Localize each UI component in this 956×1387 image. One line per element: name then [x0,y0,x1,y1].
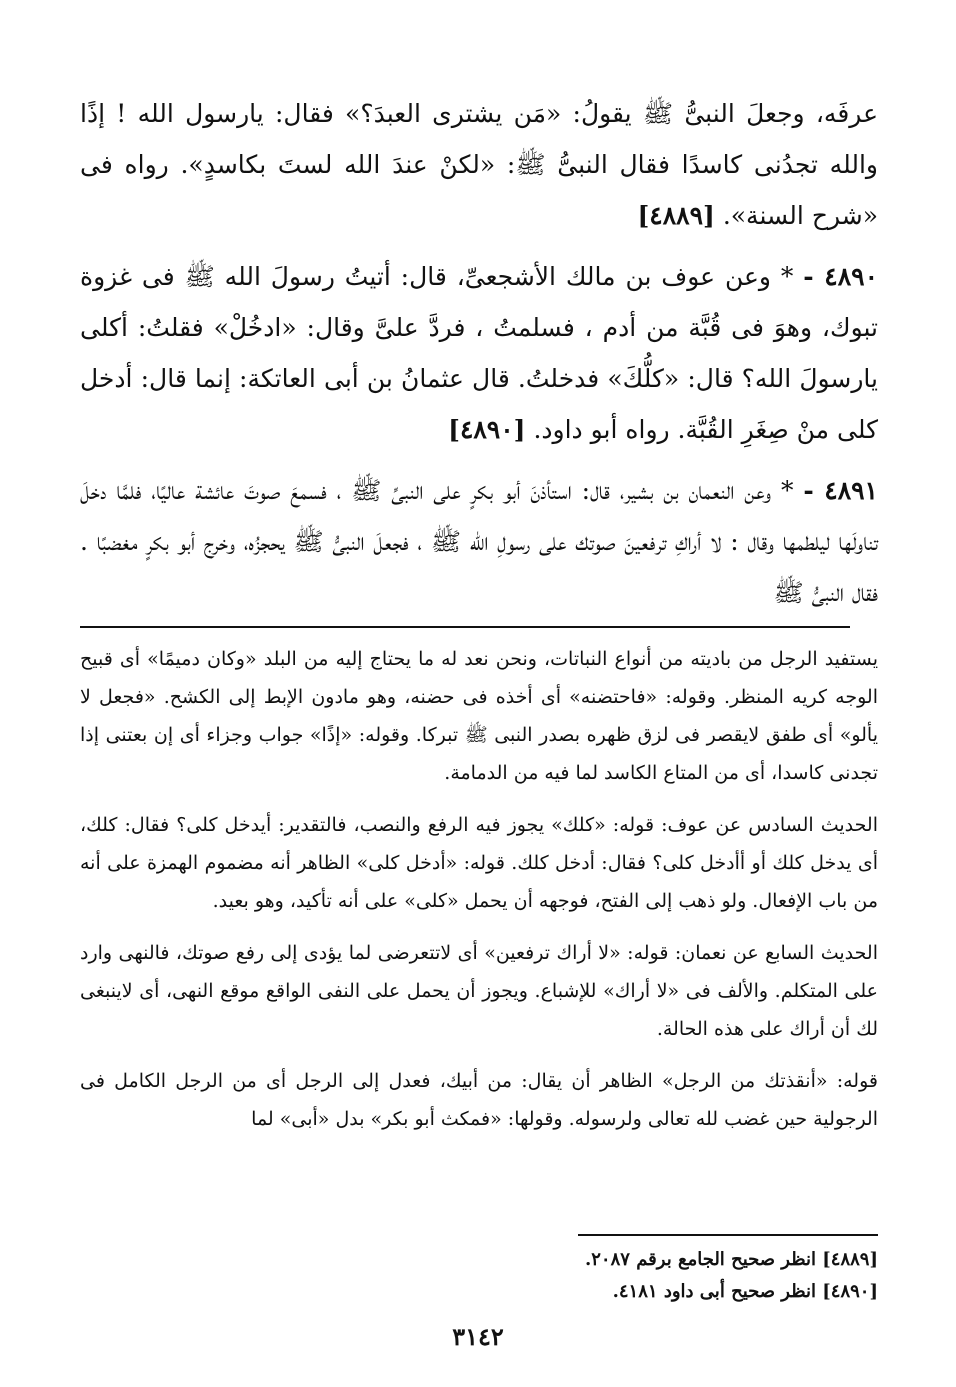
commentary-paragraph: الحديث السادس عن عوف: قوله: «كلك» يجوز فيه الرفع والنصب، فالتقدير: أيدخل كلى؟ فقال: كلك، أى يدخل كلك أو أأدخل كلى؟ فقال: أدخل كلك. قوله: «أدخل كلى» الظاهر أنه مضموم الهمزة على أنه من باب الإفعال. ولو ذهب إلى الفتح، فوجهه أن يحمل «كلى» على أنه تأكيد، وهو بعيد. [80,814,878,912]
hadith-text: * وعن النعمان بن بشير، قال: استأذنَ أبو بكرٍ على النبىِّ ﷺ ، فسمعَ صوتَ عائشة عاليًا، فلمَّا دخلَ تناولَها ليلطمها وقال : لا أراكِ ترفعينَ صوتك على رسولِ الله ﷺ ، فجعلَ النبىُّ ﷺ يحجزُه، وخرج أبو بكرٍ مغضبًا . فقال النبىُّ ﷺ [80,476,878,607]
footnote: [٤٨٩٠] انظر صحيح أبى داود ٤١٨١. [612,1281,878,1302]
footnote: [٤٨٨٩] انظر صحيح الجامع برقم ٢٠٨٧. [584,1249,878,1270]
hadith-text: * وعن عوف بن مالك الأشجعىِّ، قال: أتيتُ رسولَ الله ﷺ فى غزوة تبوك، وهوَ فى قُبَّة من أدم ، فسلمتُ ، فردَّ علىَّ وقال: «ادخُلْ» فقلتُ: أكلى يارسولَ الله؟ قال: «كلُّكَ» فدخلتُ. قال عثمانُ بن أبى العاتكة: إنما قال: أدخل كلى منْ صِغَرِ القُبَّة. رواه أبو داود. [80,262,878,444]
commentary-paragraph: قوله: «أنقذتك من الرجل» الظاهر أن يقال: من أبيك، فعدل إلى الرجل أى من الرجل الكامل فى الرجولية حين غضب لله تعالى ولرسوله. وقولها: «فمكث أبو بكر» بدل «أبى» لما [80,1070,878,1130]
hadith-reference: [٤٨٩٠] [448,415,526,444]
hadith-text: عرفَه، وجعلَ النبىُّ ﷺ يقولُ: «مَن يشترى العبدَ؟» فقال: يارسول الله ! إذًا والله تجدُنى كاسدًا فقال النبىُّ ﷺ: «لكنْ عندَ الله لستَ بكاسدٍ». رواه فى «شرح السنة». [80,99,878,230]
section-divider [80,626,850,628]
hadith-number: ٤٨٩١ - [803,476,878,505]
hadith-number: ٤٨٩٠ - [803,262,878,291]
page-number: ٣١٤٢ [452,1322,504,1351]
commentary-paragraph: الحديث السابع عن نعمان: قوله: «لا أراك ترفعين» أى لاتتعرضى لما يؤدى إلى رفع صوتك، فالنهى وارد على المتكلم. والألف فى «لا أراك» للإشباع. ويجوز أن يحمل على النفى الواقع موقع النهى، أى لاينبغى لك أن أراك على هذه الحالة. [80,942,878,1040]
hadith-paragraph [80,88,878,241]
main-text [80,88,878,628]
commentary-paragraph: يستفيد الرجل من باديته من أنواع النباتات، ونحن نعد له ما يحتاج إليه من البلد «وكان دميمًا» أى قبيح الوجه كريه المنظر. وقوله: «فاحتضنه» أى أخذه فى حضنه، وهو مادون الإبط إلى الكشح. «فجعل لا يألو» أى طفق لايقصر فى لزق ظهره بصدر النبى ﷺ تبركا. وقوله: «إذًا» جواب وجزاء أى إن بعتنى إذا تجدنى كاسدا، أى من المتاع الكاسد لما فيه من الدمامة. [80,648,878,784]
hadith-paragraph [80,251,878,455]
commentary [80,640,878,1152]
footnotes [458,1244,878,1308]
hadith-paragraph [80,465,878,618]
hadith-reference: [٤٨٨٩] [637,201,715,230]
footnote-divider [578,1234,878,1236]
